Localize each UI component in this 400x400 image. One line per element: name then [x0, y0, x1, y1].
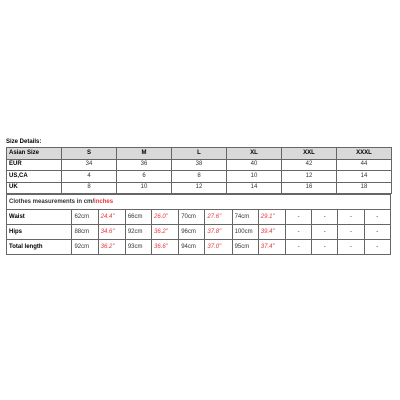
measurements-table [6, 194, 391, 255]
header-size-xxxl: XXXL [337, 148, 392, 160]
inch-cell: 26.0" [152, 210, 179, 225]
inch-cell: 37.8" [205, 225, 232, 240]
cm-cell: 96cm [179, 225, 205, 240]
header-size-l: L [172, 148, 227, 160]
cm-cell: 70cm [179, 210, 205, 225]
inch-cell: 29.1" [258, 210, 285, 225]
inch-cell: 37.0" [205, 240, 232, 255]
measure-row-hips [7, 225, 391, 240]
empty-cell: - [364, 210, 390, 225]
empty-cell: - [285, 210, 311, 225]
size-cell: 12 [172, 182, 227, 194]
measurements-title-highlight: inches [94, 198, 114, 205]
empty-cell: - [338, 225, 364, 240]
size-conversion-table [6, 147, 392, 194]
cm-cell: 74cm [232, 210, 258, 225]
cm-cell: 94cm [179, 240, 205, 255]
empty-cell: - [364, 240, 390, 255]
row-label: Total length [7, 240, 72, 255]
size-cell: 4 [62, 171, 117, 183]
header-asian-size: Asian Size [7, 148, 62, 160]
cm-cell: 62cm [72, 210, 98, 225]
inch-cell: 24.4" [98, 210, 125, 225]
size-row-uk [7, 182, 392, 194]
empty-cell: - [285, 225, 311, 240]
size-cell: 40 [227, 159, 282, 171]
size-cell: 14 [337, 171, 392, 183]
cm-cell: 100cm [232, 225, 258, 240]
empty-cell: - [364, 225, 390, 240]
row-label: US,CA [7, 171, 62, 183]
size-cell: 44 [337, 159, 392, 171]
header-size-xl: XL [227, 148, 282, 160]
empty-cell: - [312, 225, 338, 240]
row-label: Waist [7, 210, 72, 225]
empty-cell: - [338, 210, 364, 225]
empty-cell: - [312, 240, 338, 255]
size-chart [6, 138, 391, 255]
size-cell: 12 [282, 171, 337, 183]
row-label: Hips [7, 225, 72, 240]
inch-cell: 39.4" [258, 225, 285, 240]
size-cell: 36 [117, 159, 172, 171]
size-row-us-ca [7, 171, 392, 183]
size-cell: 6 [117, 171, 172, 183]
cm-cell: 66cm [125, 210, 151, 225]
inch-cell: 34.6" [98, 225, 125, 240]
row-label: UK [7, 182, 62, 194]
inch-cell: 37.4" [258, 240, 285, 255]
empty-cell: - [338, 240, 364, 255]
measurements-title [7, 195, 391, 210]
cm-cell: 92cm [125, 225, 151, 240]
size-cell: 18 [337, 182, 392, 194]
size-cell: 38 [172, 159, 227, 171]
measure-row-total-length [7, 240, 391, 255]
cm-cell: 88cm [72, 225, 98, 240]
size-cell: 42 [282, 159, 337, 171]
cm-cell: 93cm [125, 240, 151, 255]
size-cell: 16 [282, 182, 337, 194]
inch-cell: 36.2" [98, 240, 125, 255]
inch-cell: 36.6" [152, 240, 179, 255]
header-size-xxl: XXL [282, 148, 337, 160]
size-header-row [7, 148, 392, 160]
size-cell: 34 [62, 159, 117, 171]
size-cell: 14 [227, 182, 282, 194]
header-size-s: S [62, 148, 117, 160]
size-cell: 8 [172, 171, 227, 183]
cm-cell: 92cm [72, 240, 98, 255]
inch-cell: 27.6" [205, 210, 232, 225]
row-label: EUR [7, 159, 62, 171]
empty-cell: - [312, 210, 338, 225]
cm-cell: 95cm [232, 240, 258, 255]
size-cell: 8 [62, 182, 117, 194]
measure-row-waist [7, 210, 391, 225]
header-size-m: M [117, 148, 172, 160]
measurements-title-row [7, 195, 391, 210]
size-cell: 10 [227, 171, 282, 183]
inch-cell: 36.2" [152, 225, 179, 240]
size-row-eur [7, 159, 392, 171]
empty-cell: - [285, 240, 311, 255]
size-details-caption: Size Details: [6, 139, 42, 145]
size-cell: 10 [117, 182, 172, 194]
measurements-title-prefix: Clothes measurements in cm/ [9, 198, 95, 205]
